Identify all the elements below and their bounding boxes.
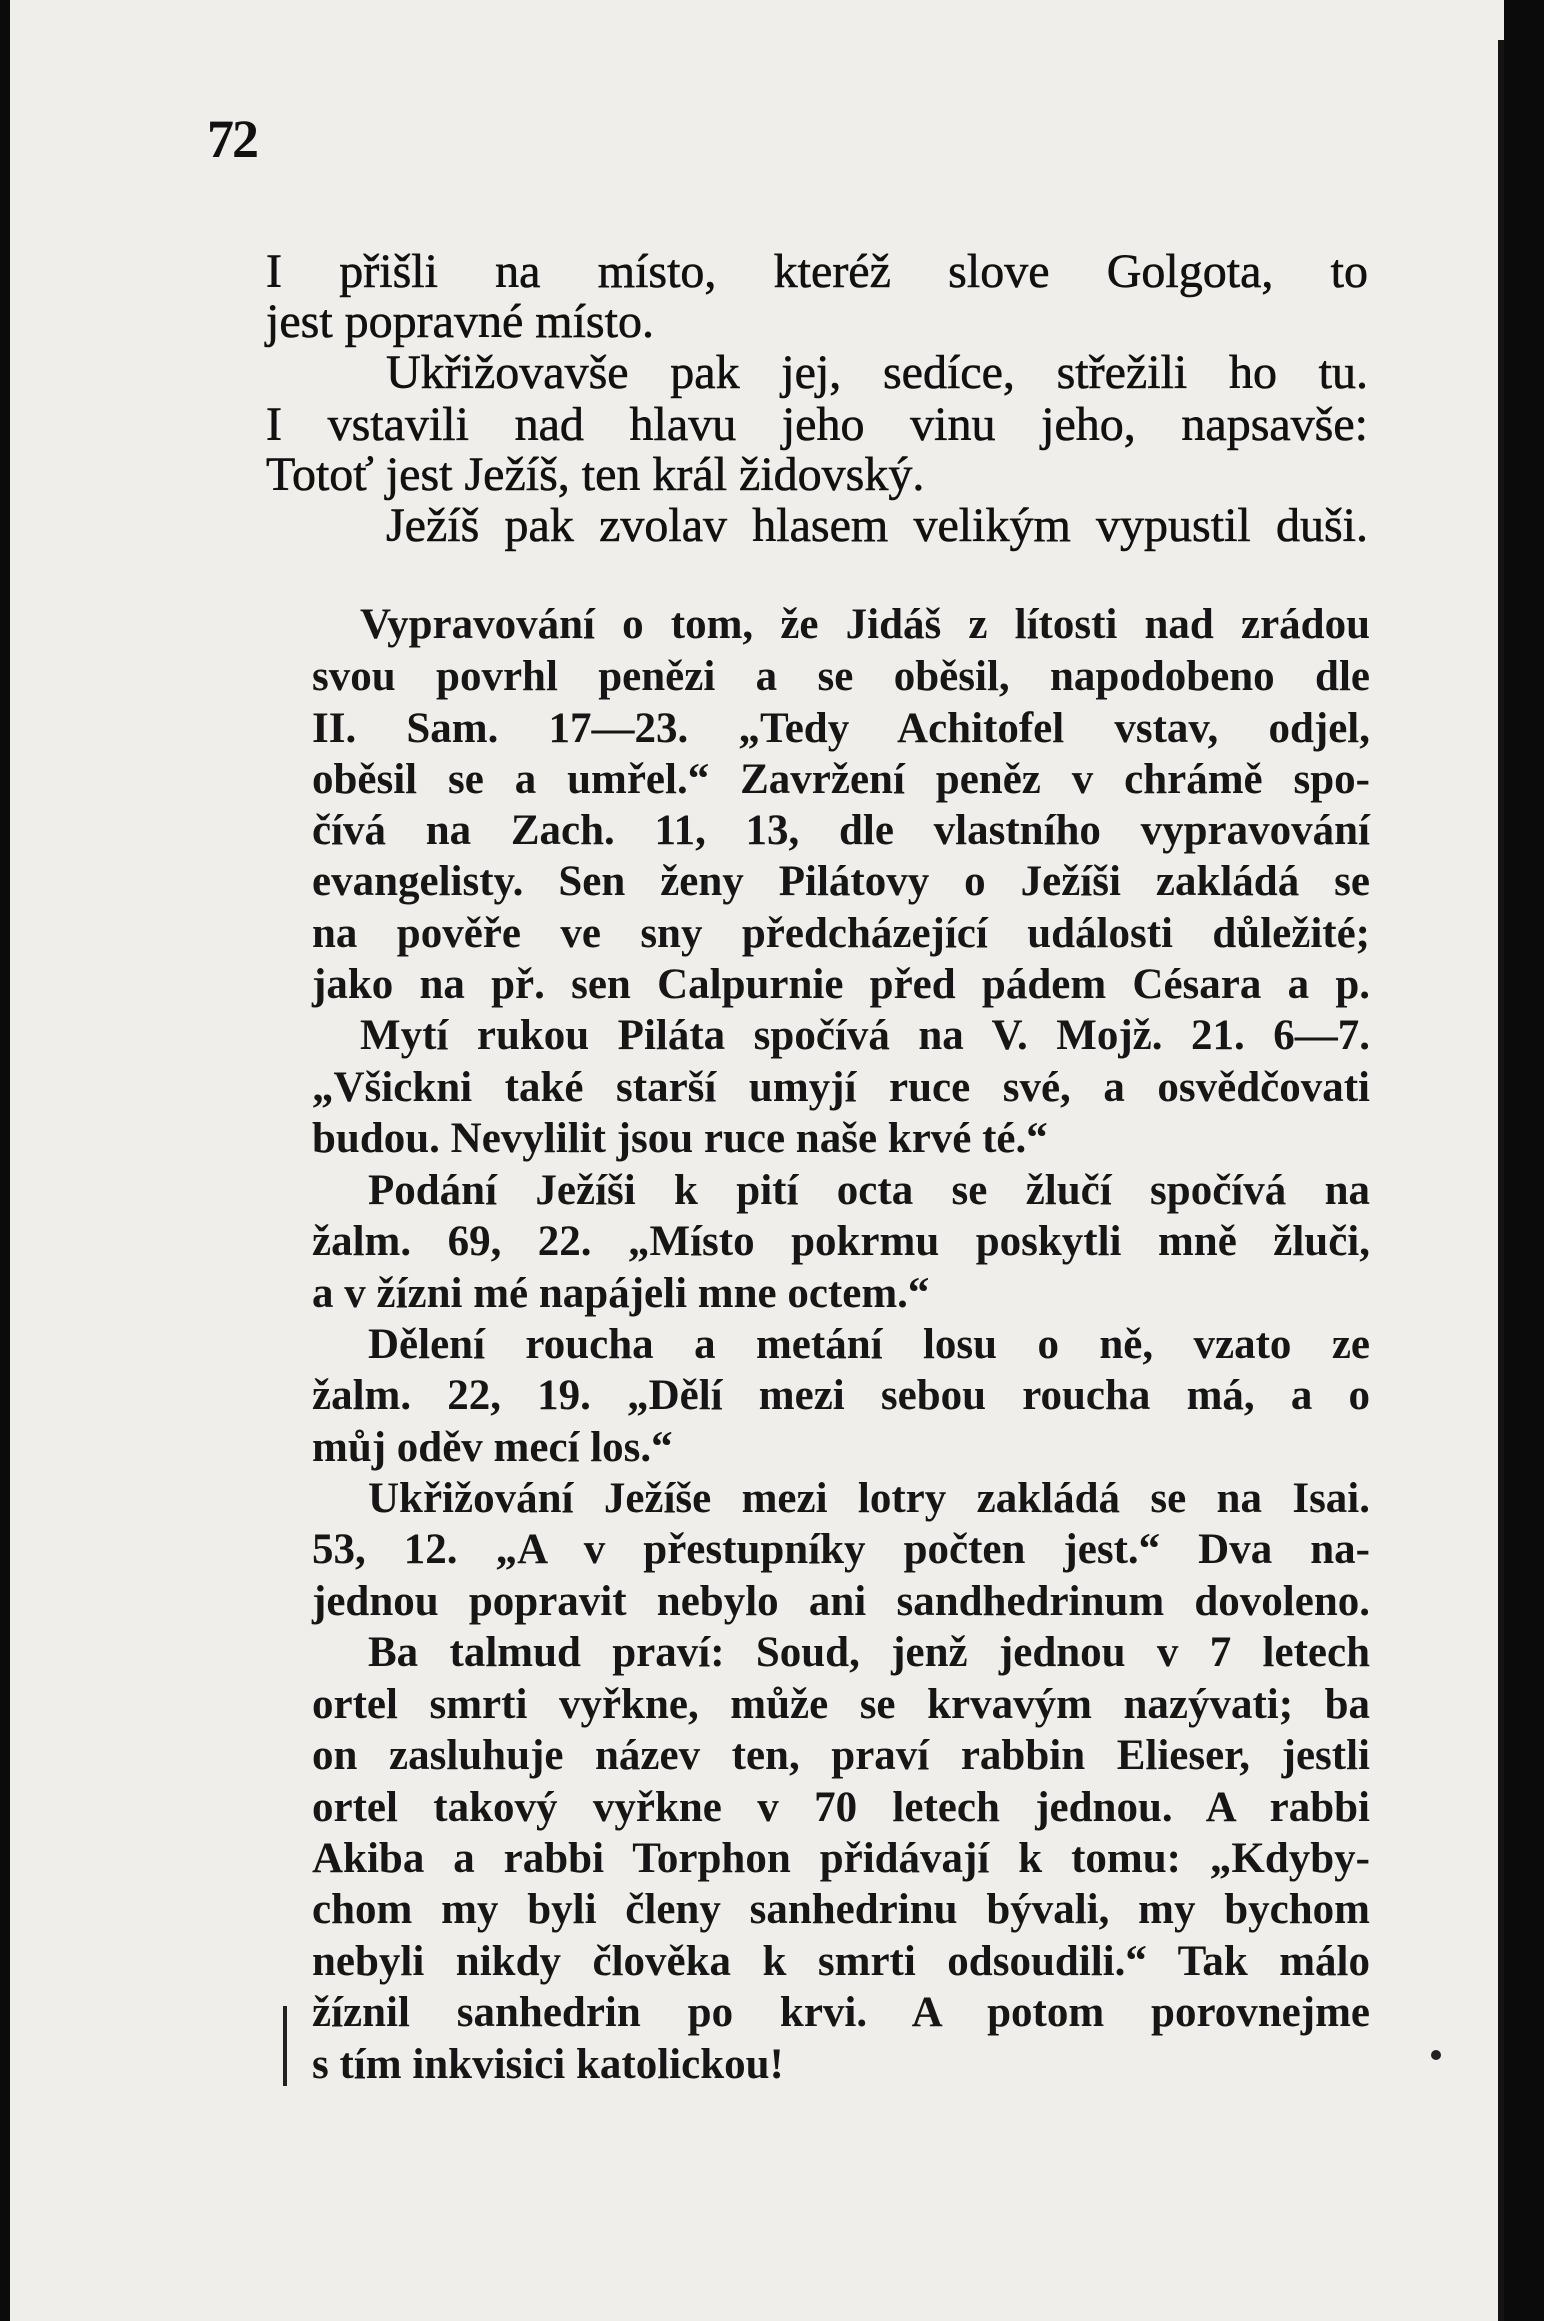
text-line: I přišli na místo, kteréž slove Golgota, to: [266, 245, 1368, 298]
text-block: [10, 0, 1504, 2321]
text-line: nebyli nikdy člověka k smrti odsoudili.“ Tak málo: [312, 1938, 1370, 1985]
text-line: jest popravné místo.: [266, 295, 654, 348]
text-line: ortel takový vyřkne v 70 letech jednou. A rabbi: [312, 1784, 1370, 1831]
text-line: I vstavili nad hlavu jeho vinu jeho, napsavše:: [266, 398, 1368, 451]
text-line: II. Sam. 17—23. „Tedy Achitofel vstav, odjel,: [312, 705, 1370, 752]
text-line: Mytí rukou Piláta spočívá na V. Mojž. 21. 6—7.: [360, 1012, 1370, 1059]
text-line: budou. Nevylilit jsou ruce naše krvé té.“: [312, 1115, 1048, 1162]
text-line: Dělení roucha a metání losu o ně, vzato ze: [368, 1321, 1370, 1368]
text-line: můj oděv mecí los.“: [312, 1424, 673, 1471]
text-line: Vypravování o tom, že Jidáš z lítosti nad zrádou: [360, 601, 1370, 648]
text-line: Ježíš pak zvolav hlasem velikým vypustil duši.: [386, 499, 1368, 552]
text-line: jako na př. sen Calpurnie před pádem Césara a p.: [312, 961, 1370, 1008]
text-line: oběsil se a umřel.“ Zavržení peněz v chrámě spo-: [312, 756, 1370, 803]
text-line: Ba talmud praví: Soud, jenž jednou v 7 letech: [368, 1629, 1370, 1676]
text-line: čívá na Zach. 11, 13, dle vlastního vypravování: [312, 807, 1370, 854]
text-line: žíznil sanhedrin po krvi. A potom porovnejme: [312, 1989, 1370, 2036]
text-line: „Všickni také starší umyjí ruce své, a osvědčovati: [312, 1064, 1370, 1111]
text-line: a v žízni mé napájeli mne octem.“: [312, 1270, 930, 1317]
text-line: žalm. 22, 19. „Dělí mezi sebou roucha má, a o: [312, 1372, 1370, 1419]
text-line: on zasluhuje název ten, praví rabbin Elieser, jestli: [312, 1732, 1370, 1779]
page-number: 72: [207, 109, 257, 169]
text-line: jednou popravit nebylo ani sandhedrinum dovoleno.: [312, 1578, 1370, 1625]
text-line: Akiba a rabbi Torphon přidávají k tomu: „Kdyby-: [312, 1835, 1370, 1882]
text-line: ortel smrti vyřkne, může se krvavým nazývati; ba: [312, 1681, 1370, 1728]
text-line: chom my byli členy sanhedrinu bývali, my bychom: [312, 1886, 1370, 1933]
ink-dot: [1431, 2050, 1441, 2060]
text-line: Ukřižovavše pak jej, sedíce, střežili ho tu.: [386, 346, 1368, 399]
text-line: 53, 12. „A v přestupníky počten jest.“ Dva na-: [312, 1526, 1370, 1573]
margin-mark: [283, 2006, 287, 2086]
text-line: Podání Ježíši k pití octa se žlučí spočívá na: [368, 1167, 1370, 1214]
page-edge: [1498, 40, 1504, 2321]
text-line: svou povrhl penězi a se oběsil, napodobeno dle: [312, 653, 1370, 700]
text-line: žalm. 69, 22. „Místo pokrmu poskytli mně žluči,: [312, 1218, 1370, 1265]
book-page: [10, 0, 1504, 2321]
text-line: Ukřižování Ježíše mezi lotry zakládá se na Isai.: [368, 1475, 1370, 1522]
text-line: na pověře ve sny předcházející události důležité;: [312, 910, 1370, 957]
text-line: evangelisty. Sen ženy Pilátovy o Ježíši zakládá se: [312, 858, 1370, 905]
text-line: Totoť jest Ježíš, ten král židovský.: [266, 448, 925, 501]
text-line: s tím inkvisici katolickou!: [312, 2041, 784, 2088]
